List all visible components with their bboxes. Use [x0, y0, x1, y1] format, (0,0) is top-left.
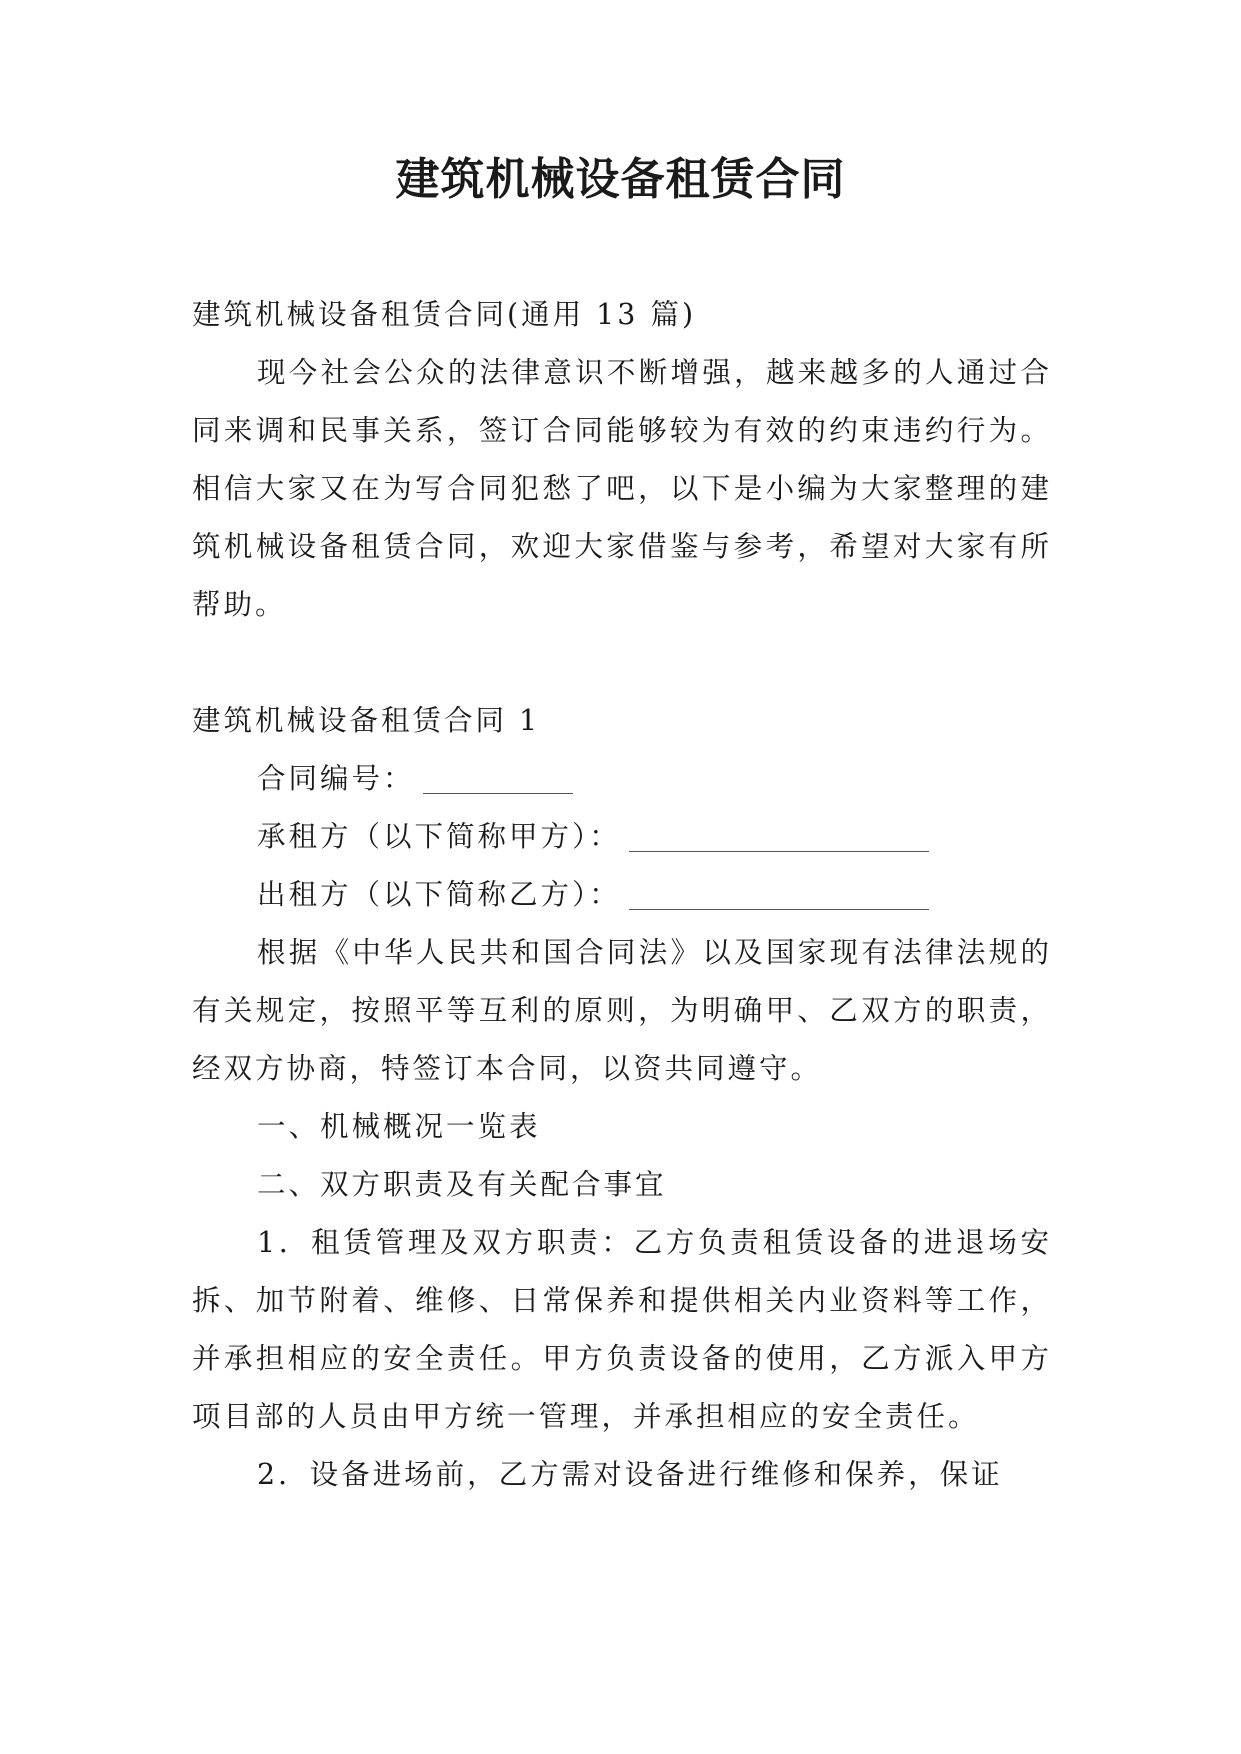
- lessor-blank: [629, 879, 929, 910]
- basis-paragraph: 根据《中华人民共和国合同法》以及国家现有法律法规的有关规定，按照平等互利的原则，为明确甲、乙双方的职责，经双方协商，特签订本合同，以资共同遵守。: [192, 936, 1052, 1085]
- contract-number-label: 合同编号：: [257, 762, 415, 795]
- intro-paragraph: 现今社会公众的法律意识不断增强，越来越多的人通过合同来调和民事关系，签订合同能够较为有效的约束违约行为。相信大家又在为写合同犯愁了吧，以下是小编为大家整理的建筑机械设备租赁合同，欢迎大家借鉴与参考，希望对大家有所帮助。: [192, 356, 1052, 621]
- lessee-label: 承租方（以下简称甲方）：: [257, 820, 621, 853]
- item-one-heading: 一、机械概况一览表: [257, 1110, 541, 1143]
- lessee-line: [192, 808, 1052, 866]
- lessee-blank: [629, 821, 929, 852]
- clause-2-paragraph: 2．设备进场前，乙方需对设备进行维修和保养，保证: [257, 1458, 1003, 1491]
- contract-number-blank: [423, 763, 573, 794]
- item-two-heading: 二、双方职责及有关配合事宜: [257, 1168, 667, 1201]
- clause-1-paragraph: 1．租赁管理及双方职责：乙方负责租赁设备的进退场安拆、加节附着、维修、日常保养和提供相关内业资料等工作，并承担相应的安全责任。甲方负责设备的使用，乙方派入甲方项目部的人员由甲方统一管理，并承担相应的安全责任。: [192, 1226, 1052, 1433]
- lessor-label: 出租方（以下简称乙方）：: [257, 878, 621, 911]
- paragraph-gap: [192, 634, 1052, 692]
- document-body: [192, 286, 1052, 1504]
- document-subtitle: 建筑机械设备租赁合同(通用 13 篇): [192, 298, 697, 331]
- document-title: 建筑机械设备租赁合同: [395, 154, 846, 205]
- contract-number-line: [192, 750, 1052, 808]
- lessor-line: [192, 866, 1052, 924]
- section-heading: 建筑机械设备租赁合同 1: [192, 704, 541, 737]
